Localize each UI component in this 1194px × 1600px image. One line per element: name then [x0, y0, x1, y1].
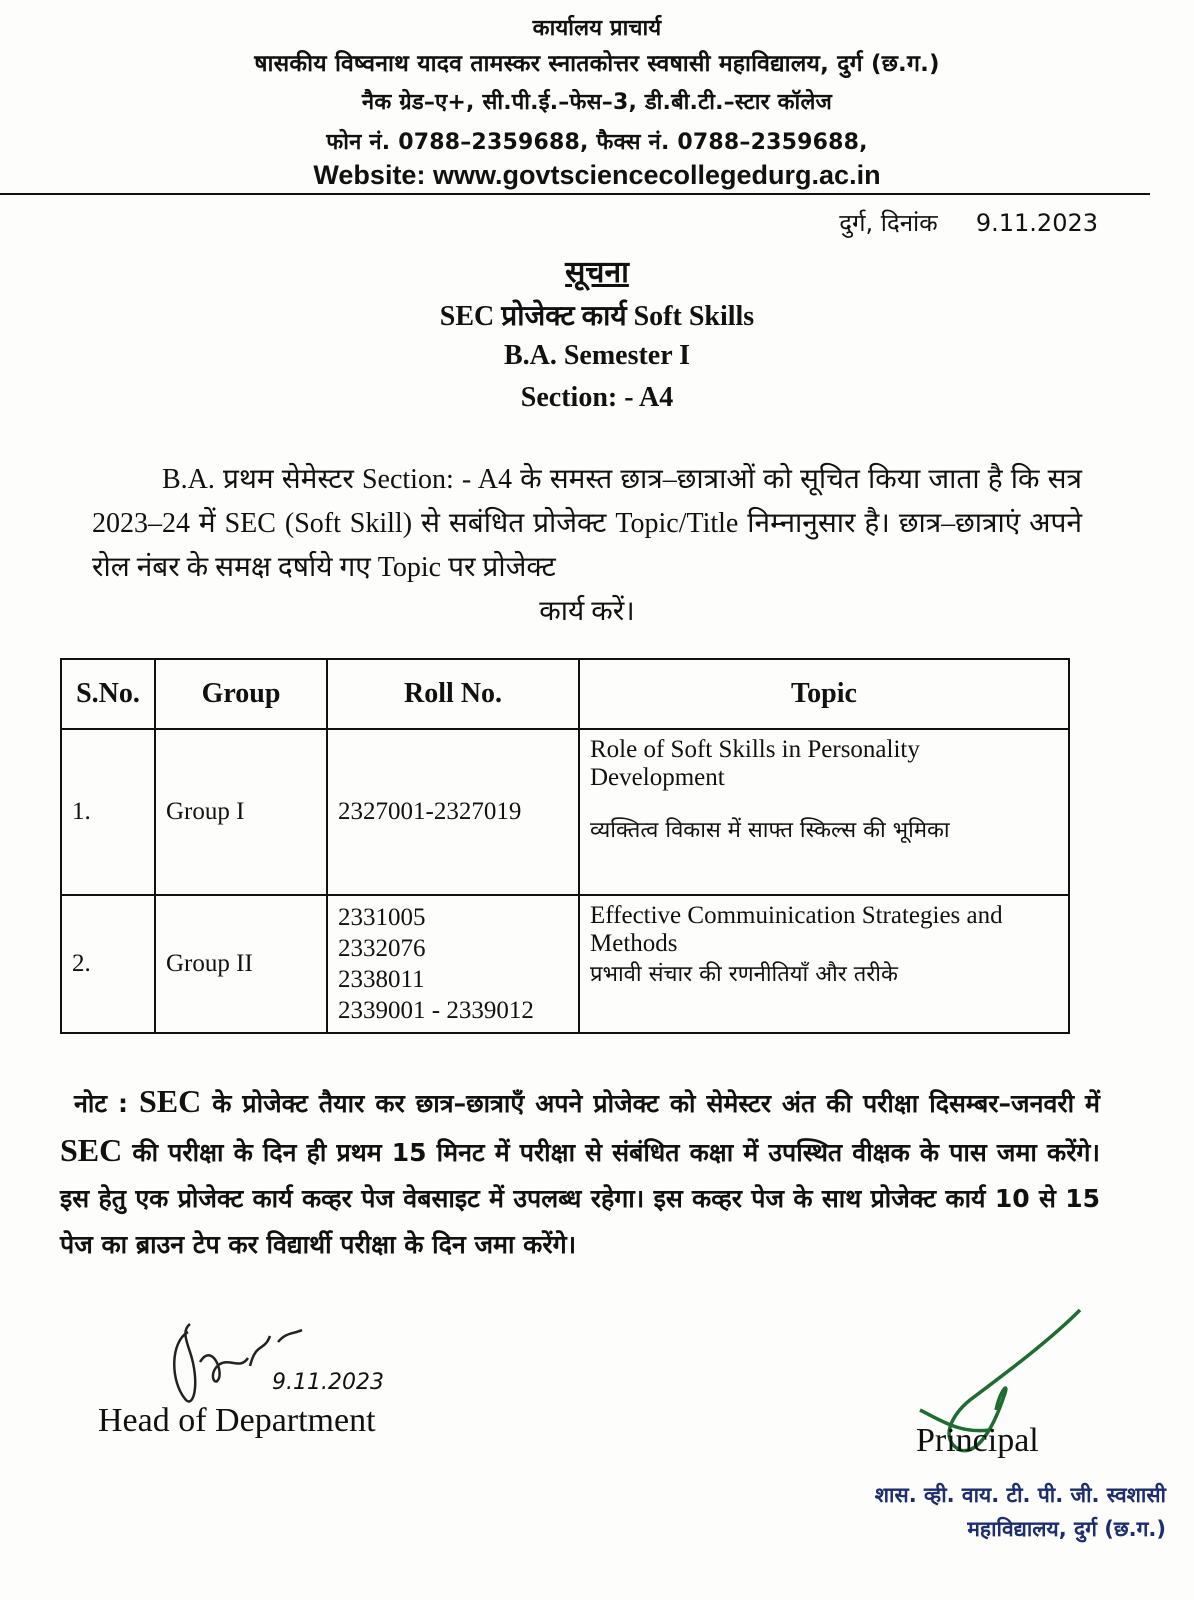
date-line: दुर्ग, दिनांक 9.11.2023: [839, 209, 1098, 237]
body-text: B.A. प्रथम सेमेस्टर Section: - A4 के समस्त छात्र–छात्राओं को सूचित किया जाता है कि सत्र 2023–24 में SEC (Soft Skill) से सबंधित प्रोजेक्ट Topic/Title निम्नानुसार है। छात्र–छात्राएं अपने रोल नंबर के समक्ष दर्षाये गए Topic पर प्रोजेक्ट: [92, 464, 1082, 583]
header-divider: [0, 193, 1150, 195]
roll-line: 2331005: [338, 904, 426, 931]
body-paragraph: [92, 458, 1082, 634]
project-table: [60, 658, 1070, 1034]
college-seal-stamp: [836, 1478, 1166, 1546]
table-row: [61, 729, 1069, 895]
hod-signature: [160, 1312, 330, 1412]
topic-english: Effective Commuinication Strategies and Methods: [590, 902, 1003, 957]
hod-title: Head of Department: [98, 1402, 376, 1439]
cell-roll: 2327001-2327019: [327, 729, 579, 895]
header-sno: S.No.: [61, 659, 155, 729]
header-group: Group: [155, 659, 327, 729]
office-title: कार्यालय प्राचार्य: [532, 16, 662, 41]
hod-signature-date: 9.11.2023: [272, 1370, 384, 1395]
roll-line: 2338011: [338, 966, 425, 993]
note-text-1: के प्रोजेक्ट तैयार कर छात्र–छात्राएँ अपने प्रोजेक्ट को सेमेस्टर अंत की परीक्षा दिसम्बर–जनवरी में: [212, 1089, 1100, 1118]
notice-title: सूचना: [565, 255, 629, 290]
cell-topic: [579, 729, 1069, 895]
topic-hindi: व्यक्तित्व विकास में साफ्त स्किल्स की भूमिका: [590, 818, 950, 843]
stamp-line-2: महाविद्यालय, दुर्ग (छ.ग.): [967, 1517, 1166, 1541]
note-text-2: की परीक्षा के दिन ही प्रथम 15 मिनट में परीक्षा से संबंधित कक्षा में उपस्थित वीक्षक के पास जमा करेंगे। इस हेतु एक प्रोजेक्ट कार्य कव्हर पेज वेबसाइट में उपलब्ध रहेगा। इस कव्हर पेज के साथ प्रोजेक्ट कार्य 10 से 15 पेज का ब्राउन टेप कर विद्यार्थी परीक्षा के दिन जमा करेंगे।: [60, 1138, 1100, 1259]
roll-line: 2332076: [338, 935, 426, 962]
note-label: नोट :: [74, 1089, 128, 1118]
cell-roll: [327, 895, 579, 1033]
college-name: षासकीय विष्वनाथ यादव तामस्कर स्नातकोत्तर स्वषासी महाविद्यालय, दुर्ग (छ.ग.): [254, 51, 940, 77]
cell-topic: [579, 895, 1069, 1033]
cell-group: Group I: [155, 729, 327, 895]
website-line: Website: www.govtsciencecollegedurg.ac.in: [313, 160, 881, 190]
roll-line: 2339001 - 2339012: [338, 997, 534, 1024]
note-sec-1: SEC: [138, 1083, 202, 1119]
notice-class: B.A. Semester I: [503, 340, 691, 371]
header-topic: Topic: [579, 659, 1069, 729]
note-block: [60, 1078, 1100, 1268]
cell-sno: 1.: [61, 729, 155, 895]
notice-section: Section: - A4: [520, 382, 674, 413]
notice-subject: SEC प्रोजेक्ट कार्य Soft Skills: [439, 301, 755, 332]
header-roll: Roll No.: [327, 659, 579, 729]
table-row: [61, 895, 1069, 1033]
stamp-line-1: शास. व्ही. वाय. टी. पी. जी. स्वशासी: [874, 1483, 1166, 1507]
principal-title: Principal: [916, 1422, 1039, 1459]
topic-english: Role of Soft Skills in Personality Development: [590, 736, 920, 791]
contact-line: फोन नं. 0788–2359688, फैक्स नं. 0788–2359688,: [326, 130, 868, 155]
accreditation-line: नैक ग्रेड–ए+, सी.पी.ई.–फेस–3, डी.बी.टी.–स्टार कॉलेज: [361, 90, 833, 115]
body-last-line: कार्य करें।: [539, 596, 635, 627]
topic-hindi: प्रभावी संचार की रणनीतियाँ और तरीके: [590, 962, 898, 987]
table-header-row: [61, 659, 1069, 729]
note-sec-2: SEC: [60, 1132, 123, 1168]
cell-group: Group II: [155, 895, 327, 1033]
cell-sno: 2.: [61, 895, 155, 1033]
